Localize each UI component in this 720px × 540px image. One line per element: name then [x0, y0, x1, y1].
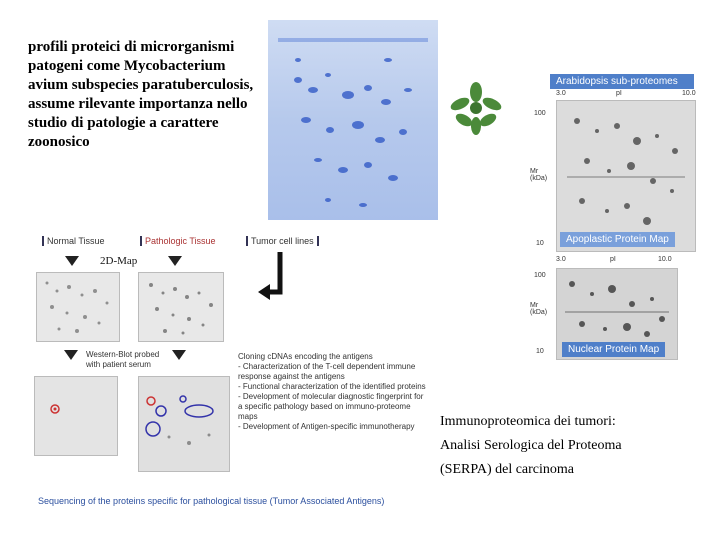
arabidopsis-pi-tick-high: 10.0	[682, 90, 696, 97]
apoplastic-gel-image	[556, 100, 696, 252]
nuclear-map-label: Nuclear Protein Map	[562, 342, 665, 357]
serpa-caption: Immunoproteomica dei tumori: Analisi Serologica del Proteoma (SERPA) del carcinoma	[440, 414, 622, 477]
arabidopsis-title: Arabidopsis sub-proteomes	[550, 74, 694, 89]
arrow-down-icon	[64, 350, 78, 360]
western-blot-label: Western-Blot probed with patient serum	[86, 350, 160, 369]
diagram-bottom-caption: Sequencing of the proteins specific for pathological tissue (Tumor Associated Antigens)	[38, 496, 385, 506]
step-item: - Development of molecular diagnostic fingerprint for a specific pathology based on immuno-proteome maps	[238, 392, 424, 421]
nuclear-pi-tick-high: 10.0	[658, 256, 672, 263]
pathologic-tissue-label: Pathologic Tissue	[140, 236, 216, 246]
curved-arrow-icon	[258, 252, 288, 304]
nuclear-mw-label: Mr (kDa)	[530, 302, 548, 316]
intro-paragraph: profili proteici di microrganismi patogeni come Mycobacterium avium subspecies paratuberculosis, assume rilevante importanza nello studio di patologie a carattere zoonosico	[28, 39, 254, 150]
tumor-cell-lines-label: Tumor cell lines	[246, 236, 319, 246]
normal-western-blot-image	[34, 376, 118, 456]
arabidopsis-mw-label: Mr (kDa)	[530, 168, 548, 182]
step-item: - Development of Antigen-specific immunotherapy	[238, 422, 415, 431]
step-item: - Functional characterization of the identified proteins	[238, 382, 426, 391]
blue-gel-spots	[268, 20, 438, 220]
steps-list	[238, 352, 428, 432]
arrow-down-icon	[168, 256, 182, 266]
nuclear-pi-tick-low: 3.0	[556, 256, 566, 263]
step-item: - Characterization of the T-cell dependent immune response against the antigens	[238, 362, 416, 381]
apoplastic-map-label: Apoplastic Protein Map	[560, 232, 675, 247]
normal-tissue-label: Normal Tissue	[42, 236, 105, 246]
nuclear-pi-label: pI	[610, 256, 616, 263]
arrow-down-icon	[65, 256, 79, 266]
blue-2d-gel-image	[268, 20, 438, 220]
arabidopsis-pi-label: pI	[616, 90, 622, 97]
map-label: 2D-Map	[100, 255, 138, 267]
plant-icon	[448, 78, 504, 138]
pathologic-2d-gel-image	[138, 272, 224, 342]
arabidopsis-pi-tick-low: 3.0	[556, 90, 566, 97]
pathologic-western-blot-image	[138, 376, 230, 472]
nuclear-mw-tick-high: 100	[534, 272, 546, 279]
arabidopsis-mw-tick-high: 100	[534, 110, 546, 117]
arrow-down-icon	[172, 350, 186, 360]
normal-2d-gel-image	[36, 272, 120, 342]
step-item: Cloning cDNAs encoding the antigens	[238, 352, 373, 361]
arabidopsis-mw-tick-low: 10	[536, 240, 544, 247]
nuclear-mw-tick-low: 10	[536, 348, 544, 355]
